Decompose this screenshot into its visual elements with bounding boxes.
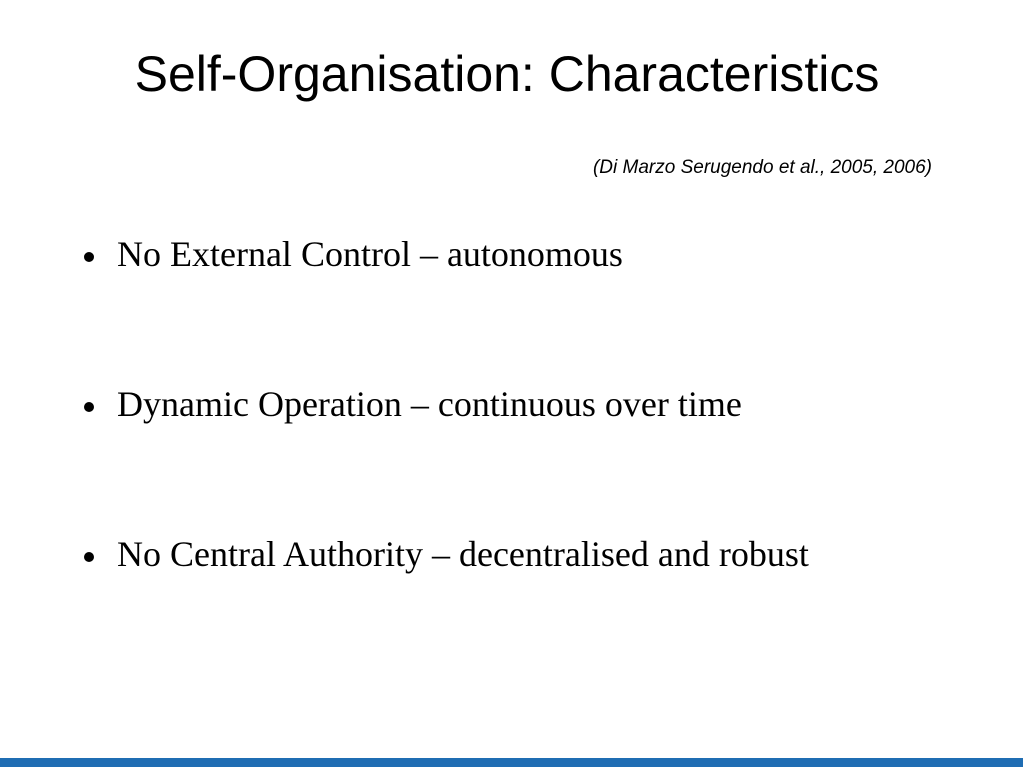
bullet-item	[84, 382, 742, 426]
bottom-accent-bar	[0, 758, 1023, 767]
bullet-text: No Central Authority – decentralised and robust	[117, 534, 809, 574]
bullet-item	[84, 532, 809, 576]
bullet-dot-icon	[84, 252, 94, 262]
bullet-dot-icon	[84, 402, 94, 412]
bullet-dot-icon	[84, 552, 94, 562]
bullet-text: Dynamic Operation – continuous over time	[117, 384, 742, 424]
bullet-text: No External Control – autonomous	[117, 234, 623, 274]
citation: (Di Marzo Serugendo et al., 2005, 2006)	[592, 157, 932, 178]
slide-title: Self-Organisation: Characteristics	[134, 46, 880, 102]
bullet-item	[84, 232, 623, 276]
